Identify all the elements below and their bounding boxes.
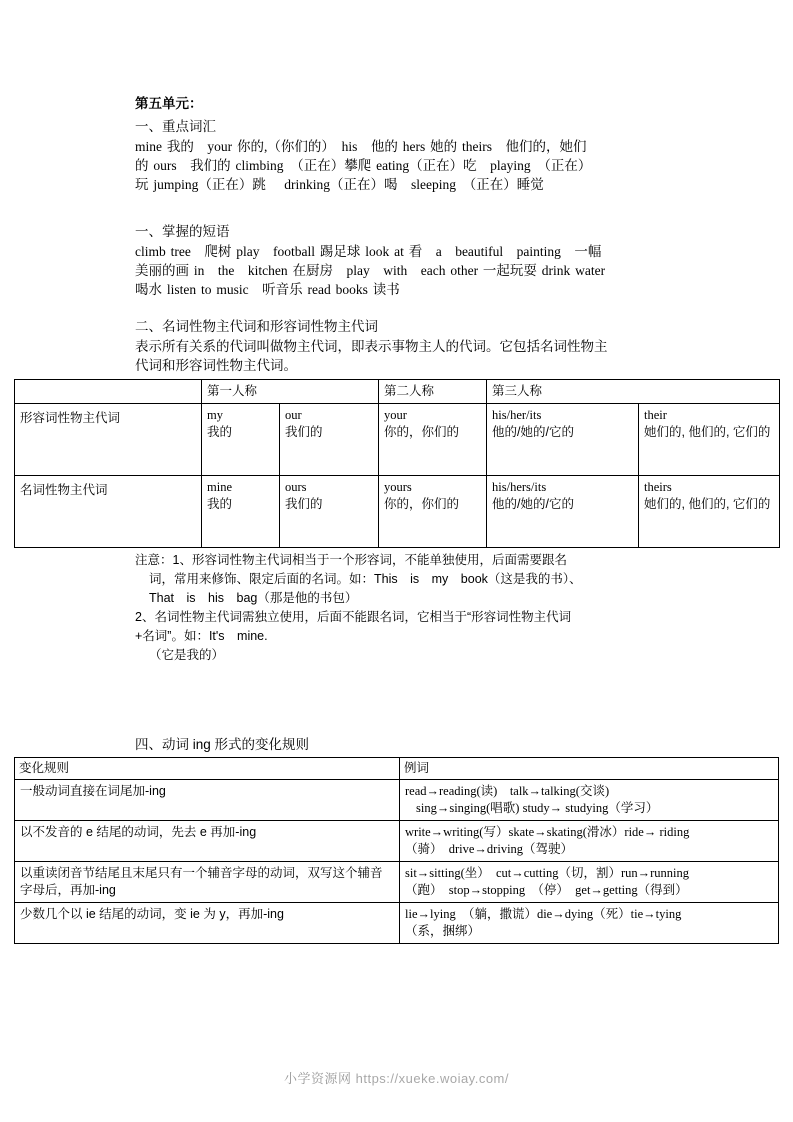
rule-text-4: 少数几个以 ie 结尾的动词，变 ie 为 y，再加-ing [15, 903, 400, 944]
cell-cn: 我们的 [285, 425, 323, 439]
cell-theirs [639, 476, 780, 548]
cell-en: theirs [644, 480, 672, 494]
header-second-person: 第二人称 [379, 380, 487, 404]
table-row [15, 862, 779, 903]
cell-our [280, 404, 379, 476]
document-content [14, 92, 779, 944]
row-label-adjective-possessive: 形容词性物主代词 [15, 404, 202, 476]
possessive-intro-line-2: 代词和形容词性物主代词。 [135, 358, 297, 373]
header-rule: 变化规则 [15, 758, 400, 780]
cell-en: my [207, 408, 223, 422]
cell-their [639, 404, 780, 476]
cell-cn: 她们的, 他们的, 它们的 [644, 497, 771, 511]
section-title-ing-rules: 四、动词 ing 形式的变化规则 [135, 737, 310, 752]
note-line-5: +名词”。如：It's mine. [135, 629, 268, 643]
header-example: 例词 [400, 758, 779, 780]
table-row [15, 476, 780, 548]
note-line-4: 2、名词性物主代词需独立使用，后面不能跟名词，它相当于“形容词性物主代词 [135, 610, 572, 624]
cell-cn: 我的 [207, 425, 233, 439]
table-row [15, 821, 779, 862]
cell-ours [280, 476, 379, 548]
cell-en: his/hers/its [492, 480, 547, 494]
cell-cn: 她们的, 他们的, 它们的 [644, 425, 771, 439]
example-line: sing→singing(唱歌) study→ studying（学习） [416, 801, 659, 815]
header-first-person: 第一人称 [202, 380, 379, 404]
phrases-line-1: climb tree 爬树 play football 踢足球 look at 看 a beautiful painting 一幅 [135, 244, 602, 259]
example-line: （系，捆绑） [405, 924, 481, 938]
example-line: write→writing(写）skate→skating(滑冰）ride→ riding [405, 825, 690, 839]
note-line-1: 注意：1、形容词性物主代词相当于一个形容词，不能单独使用，后面需要跟名 [135, 553, 567, 567]
cell-cn: 你的，你们的 [384, 425, 460, 439]
spacer [14, 665, 779, 717]
table-header-row [15, 758, 779, 780]
cell-en: his/her/its [492, 408, 542, 422]
cell-yours [379, 476, 487, 548]
table-header-row [15, 380, 780, 404]
possessive-pronoun-table [14, 379, 780, 548]
spacer [14, 717, 779, 733]
section-title-possessive: 二、名词性物主代词和形容词性物主代词 [135, 319, 378, 334]
example-line: sit→sitting(坐） cut→cutting（切，割）run→running [405, 866, 690, 880]
possessive-intro-line-1: 表示所有关系的代词叫做物主代词，即表示事物主人的代词。它包括名词性物主 [135, 339, 608, 354]
example-line: （骑） drive→driving（驾驶） [405, 842, 574, 856]
cell-en: yours [384, 480, 412, 494]
table-row [15, 903, 779, 944]
rule-text-3: 以重读闭音节结尾且末尾只有一个辅音字母的动词，双写这个辅音字母后，再加-ing [15, 862, 400, 903]
section-title-phrases: 一、掌握的短语 [135, 224, 230, 239]
header-third-person: 第三人称 [487, 380, 780, 404]
header-blank [15, 380, 202, 404]
spacer [14, 194, 779, 220]
row-label-noun-possessive: 名词性物主代词 [15, 476, 202, 548]
cell-my [202, 404, 280, 476]
example-line: lie→lying （躺，撒谎）die→dying（死）tie→tying [405, 907, 682, 921]
watermark [0, 1068, 793, 1087]
spacer [14, 299, 779, 315]
example-line: （跑） stop→stopping （停） get→getting（得到） [405, 883, 688, 897]
example-cell-1 [400, 780, 779, 821]
unit-heading: 第五单元： [135, 96, 203, 111]
note-line-6: （它是我的） [149, 648, 225, 662]
cell-cn: 我的 [207, 497, 233, 511]
cell-en: your [384, 408, 407, 422]
cell-cn: 你的，你们的 [384, 497, 460, 511]
watermark-url: https://xueke.woiay.com/ [355, 1071, 509, 1086]
cell-en: their [644, 408, 667, 422]
note-line-2: 词，常用来修饰、限定后面的名词。如：This is my book（这是我的书）、 [149, 572, 582, 586]
cell-cn: 他的/她的/它的 [492, 497, 574, 511]
note-line-3: That is his bag（那是他的书包） [149, 591, 358, 605]
watermark-brand: 小学资源网 [283, 1071, 352, 1086]
phrases-line-2: 美丽的画 in the kitchen 在厨房 play with each other 一起玩耍 drink water [135, 263, 606, 278]
example-line: read→reading(读) talk→talking(交谈) [405, 784, 610, 798]
notes-block [14, 551, 779, 665]
ing-rules-table [14, 757, 779, 944]
cell-his-her-its [487, 404, 639, 476]
cell-your [379, 404, 487, 476]
phrases-line-3: 喝水 listen to music 听音乐 read books 读书 [135, 282, 400, 297]
cell-cn: 他的/她的/它的 [492, 425, 574, 439]
example-cell-4 [400, 903, 779, 944]
table-row [15, 404, 780, 476]
table-row [15, 780, 779, 821]
cell-cn: 我们的 [285, 497, 323, 511]
rule-text-2: 以不发音的 e 结尾的动词，先去 e 再加-ing [15, 821, 400, 862]
vocabulary-line-2: 的 ours 我们的 climbing （正在）攀爬 eating（正在）吃 playing （正在） [135, 158, 592, 173]
section-title-vocabulary: 一、重点词汇 [135, 119, 216, 134]
cell-en: mine [207, 480, 232, 494]
example-cell-3 [400, 862, 779, 903]
cell-en: ours [285, 480, 307, 494]
rule-text-1: 一般动词直接在词尾加-ing [15, 780, 400, 821]
cell-en: our [285, 408, 302, 422]
cell-mine [202, 476, 280, 548]
example-cell-2 [400, 821, 779, 862]
vocabulary-line-1: mine 我的 your 你的,（你们的） his 他的 hers 她的 theirs 他们的，她们 [135, 139, 587, 154]
vocabulary-line-3: 玩 jumping（正在）跳 drinking（正在）喝 sleeping （正在）睡觉 [135, 177, 544, 192]
cell-his-hers-its [487, 476, 639, 548]
